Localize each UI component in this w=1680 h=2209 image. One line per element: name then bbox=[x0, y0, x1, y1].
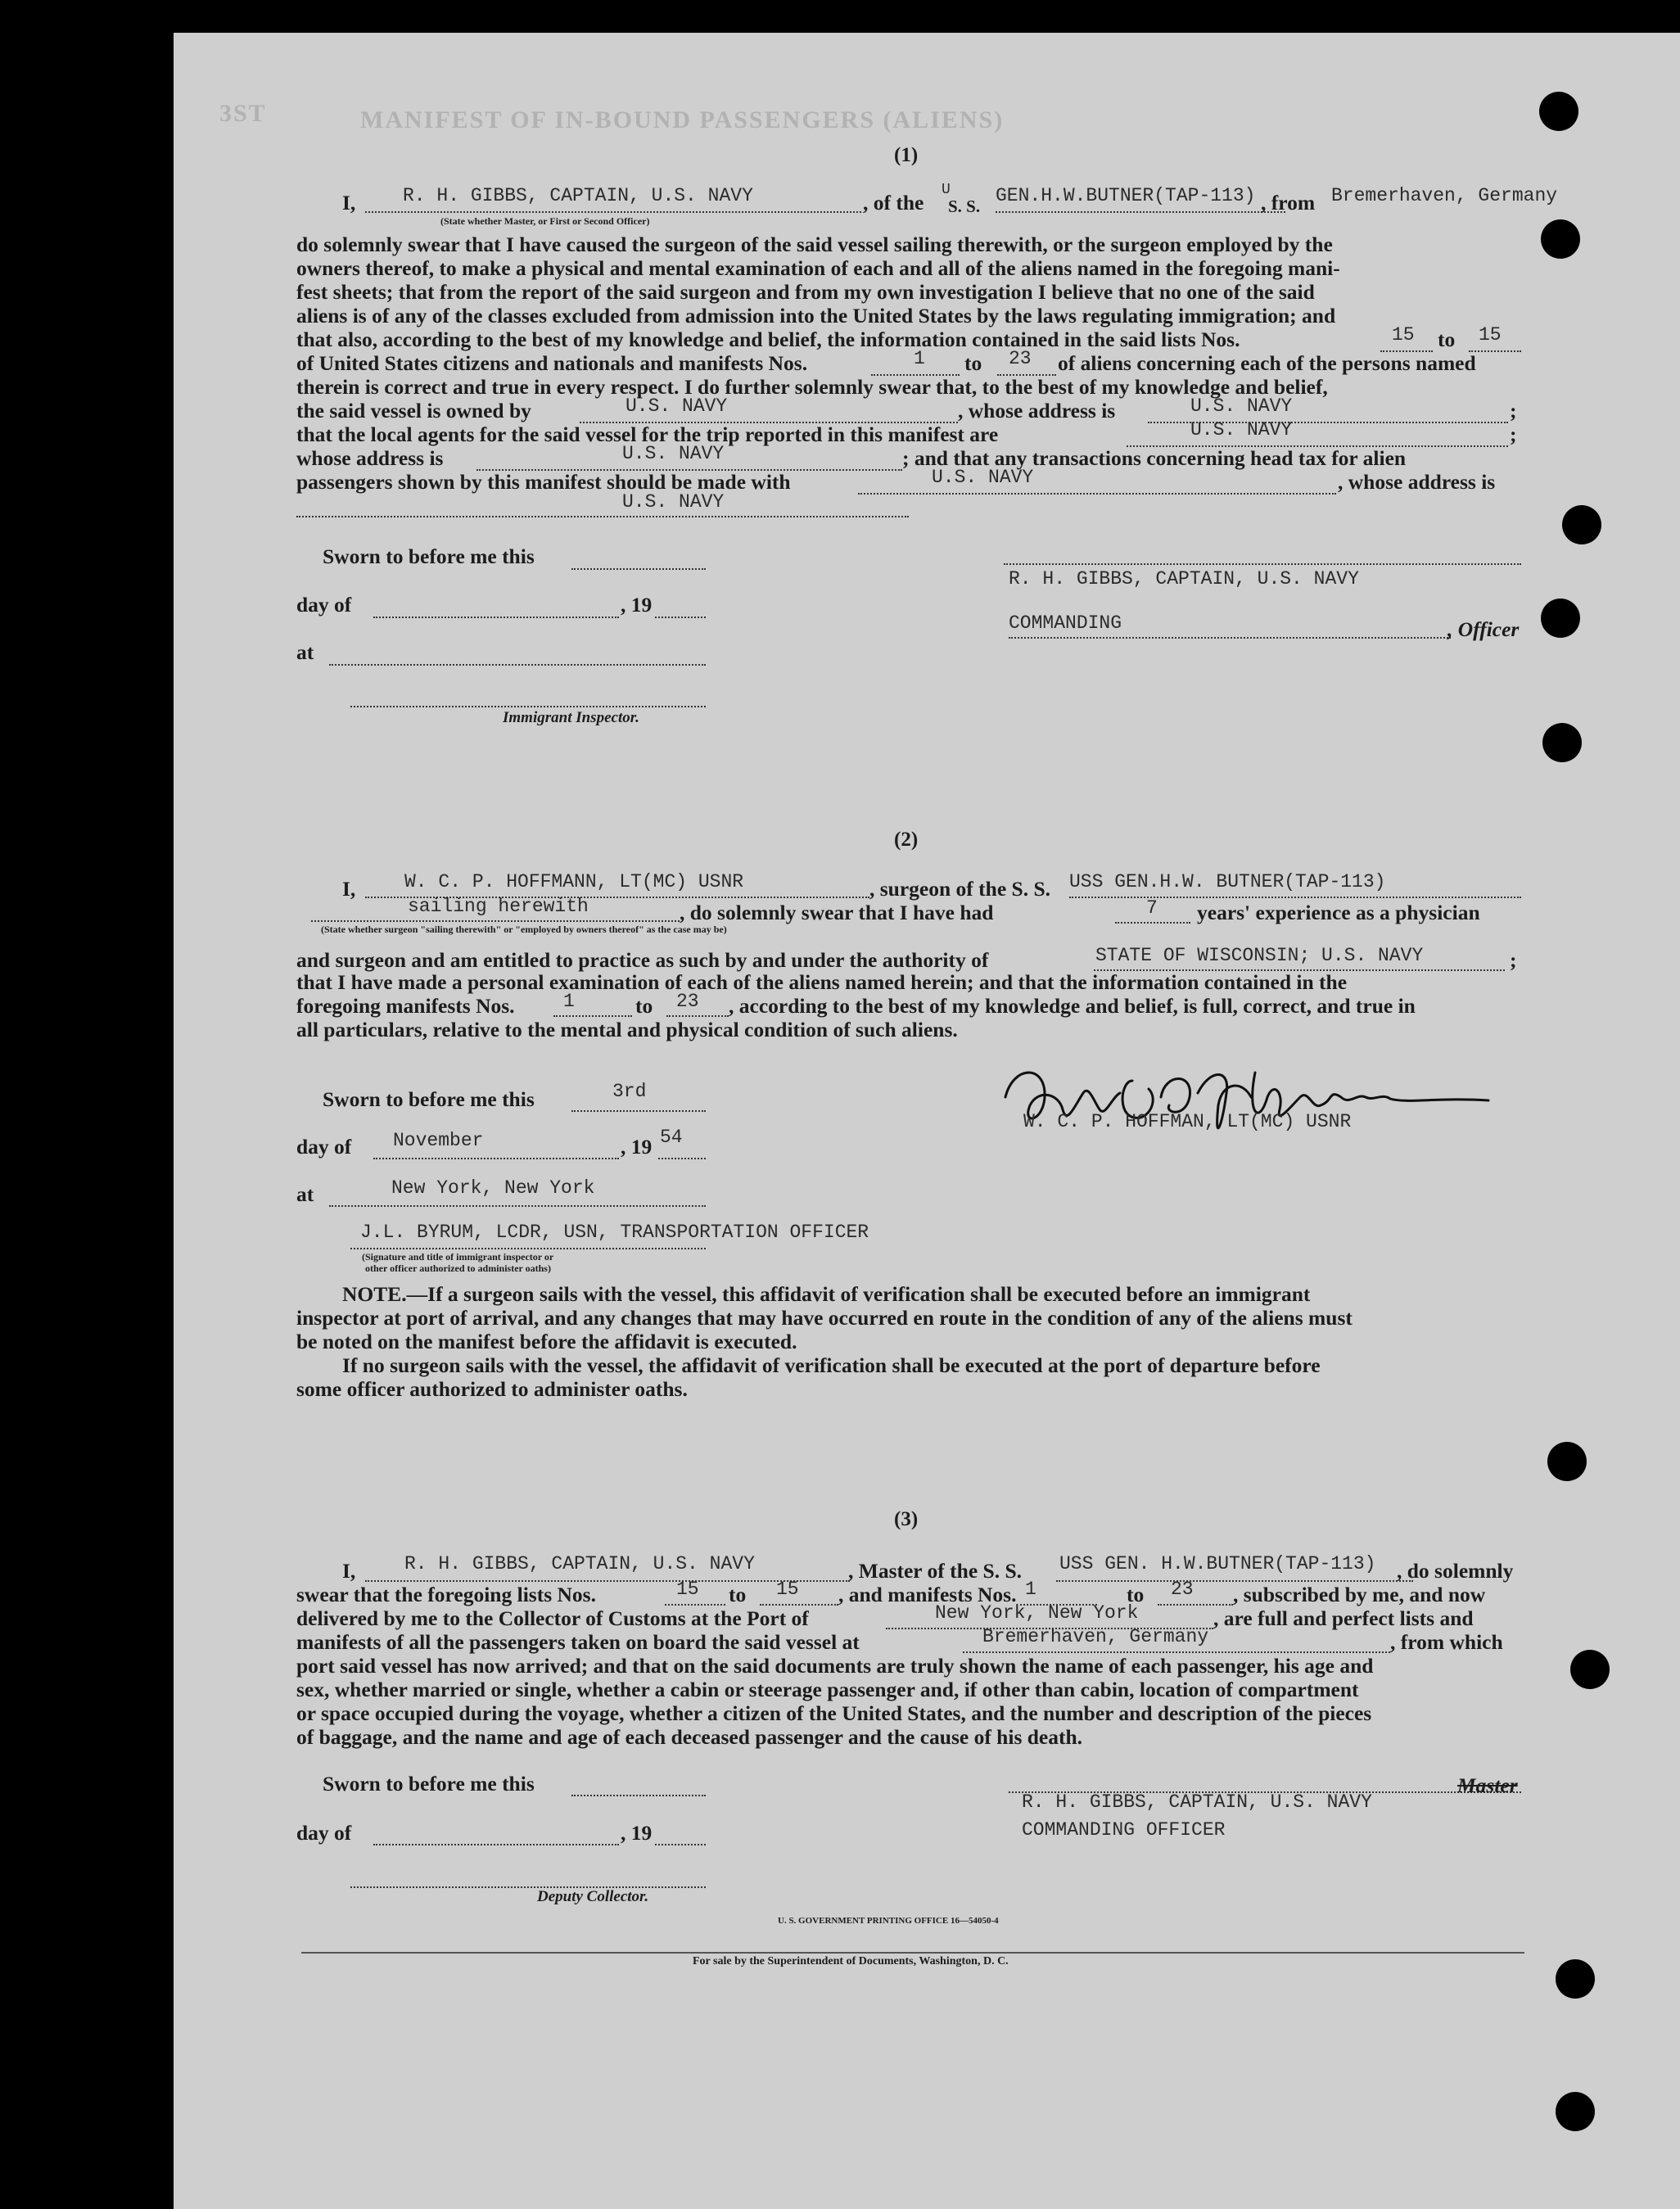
s2-line-4: that I have made a personal examination of each of the aliens named herein; and that the information contained in the bbox=[296, 970, 1348, 994]
s2-comma19: , 19 bbox=[621, 1135, 653, 1159]
s2-man-to: 23 bbox=[676, 991, 699, 1012]
s1-day-of: day of bbox=[296, 593, 352, 617]
s1-sworn: Sworn to before me this bbox=[323, 544, 535, 568]
handwritten-signature bbox=[997, 1048, 1526, 1154]
s1-caption: (State whether Master, or First or Second Officer) bbox=[440, 215, 650, 227]
years: 7 bbox=[1146, 897, 1158, 919]
s2-vessel: USS GEN.H.W. BUTNER(TAP-113) bbox=[1069, 871, 1386, 892]
s2-man-from: 1 bbox=[563, 991, 575, 1012]
s2-surgeon-of: , surgeon of the S. S. bbox=[869, 877, 1051, 901]
s3-man-to-line bbox=[1158, 1586, 1233, 1606]
section-1-number: (1) bbox=[894, 144, 919, 166]
s3-to-2: to bbox=[1127, 1583, 1145, 1606]
s3-comma19: , 19 bbox=[621, 1821, 653, 1845]
surgeon-name: W. C. P. HOFFMANN, LT(MC) USNR bbox=[404, 871, 744, 892]
list-to: 15 bbox=[1479, 324, 1502, 346]
punch-hole bbox=[1542, 723, 1582, 762]
s3-line-6: sex, whether married or single, whether a cabin or steerage passenger and, if other than cabin, location of compartment bbox=[296, 1678, 1359, 1701]
man-from: 1 bbox=[914, 348, 925, 369]
s2-sworn: Sworn to before me this bbox=[323, 1087, 535, 1111]
s3-collector: Deputy Collector. bbox=[537, 1888, 649, 1905]
s3-master-sig-line bbox=[1009, 1772, 1521, 1793]
s1-i: I, bbox=[342, 191, 356, 215]
s3-line-8: of baggage, and the name and age of each deceased passenger and the cause of his death. bbox=[296, 1725, 1083, 1749]
s1-line-2: owners thereof, to make a physical and mental examination of each and all of the aliens named in the foregoing mani- bbox=[296, 256, 1340, 280]
section-2-number: (2) bbox=[894, 829, 919, 851]
s3-day-of: day of bbox=[296, 1821, 352, 1845]
port-from: Bremerhaven, Germany bbox=[1331, 185, 1558, 206]
owner-address: U.S. NAVY bbox=[1190, 395, 1293, 417]
s1-to-1: to bbox=[1438, 328, 1456, 351]
agents-address: U.S. NAVY bbox=[622, 443, 725, 464]
punch-hole bbox=[1556, 2092, 1595, 2131]
man-to: 23 bbox=[1009, 348, 1032, 369]
s1-line-8a: the said vessel is owned by bbox=[296, 399, 531, 422]
s2-day-of: day of bbox=[296, 1135, 352, 1159]
s2-line-5a: foregoing manifests Nos. bbox=[296, 994, 515, 1018]
s3-master-struck: Master bbox=[1457, 1773, 1518, 1797]
s3-year-line bbox=[655, 1823, 706, 1845]
s1-officer: , Officer bbox=[1447, 617, 1520, 641]
vessel-name: GEN.H.W.BUTNER(TAP-113) bbox=[996, 185, 1256, 206]
section-3-number: (3) bbox=[894, 1508, 919, 1530]
s1-of-the: , of the bbox=[863, 191, 924, 215]
footer-rule bbox=[301, 1952, 1524, 1954]
s3-line-3a: delivered by me to the Collector of Customs at the Port of bbox=[296, 1606, 809, 1630]
s3-to-1: to bbox=[729, 1583, 747, 1606]
s1-inspector-line bbox=[350, 684, 706, 707]
s3-master-name: R. H. GIBBS, CAPTAIN, U.S. NAVY bbox=[404, 1553, 755, 1574]
s3-vessel: USS GEN. H.W.BUTNER(TAP-113) bbox=[1059, 1553, 1376, 1574]
s2-years-exp: years' experience as a physician bbox=[1197, 901, 1480, 924]
punch-hole bbox=[1541, 599, 1580, 638]
s3-officer-title: COMMANDING OFFICER bbox=[1022, 1819, 1226, 1841]
s1-at: at bbox=[296, 640, 314, 664]
ss-prefix: U bbox=[942, 182, 951, 198]
s2-to: to bbox=[635, 994, 653, 1018]
s3-line-7: or space occupied during the voyage, whether a citizen of the United States, and the number and description of the pieces bbox=[296, 1701, 1372, 1725]
s3-i: I, bbox=[342, 1559, 356, 1583]
list-from: 15 bbox=[1392, 324, 1415, 346]
s1-comma19: , 19 bbox=[621, 593, 653, 617]
s1-officer-title: COMMANDING bbox=[1009, 612, 1122, 634]
s1-semi-1: ; bbox=[1510, 399, 1517, 422]
note-2: inspector at port of arrival, and any changes that may have occurred en route in the condition of any of the aliens must bbox=[296, 1306, 1353, 1330]
punch-hole bbox=[1556, 1959, 1595, 1999]
s3-line-2b: , and manifests Nos. bbox=[838, 1583, 1017, 1606]
s1-line-7: therein is correct and true in every respect. I do further solemnly swear that, to the best of my knowledge and belief, bbox=[296, 375, 1328, 399]
s1-semi-2: ; bbox=[1510, 422, 1517, 446]
s3-officer-name: R. H. GIBBS, CAPTAIN, U.S. NAVY bbox=[1022, 1791, 1372, 1813]
s2-swear-years: , do solemnly swear that I have had bbox=[680, 901, 994, 924]
for-sale: For sale by the Superintendent of Documents, Washington, D. C. bbox=[693, 1955, 1009, 1967]
s3-line-2c: , subscribed by me, and now bbox=[1233, 1583, 1486, 1606]
punch-hole bbox=[1547, 1442, 1587, 1481]
tax-address: U.S. NAVY bbox=[622, 491, 725, 513]
s1-line-4: aliens is of any of the classes excluded from admission into the United States by the laws regulating immigration; and bbox=[296, 304, 1336, 328]
s1-line-11b: , whose address is bbox=[1338, 470, 1496, 494]
s2-i: I, bbox=[342, 877, 356, 901]
s3-line-5: port said vessel has now arrived; and that on the said documents are truly shown the name of each passenger, his age and bbox=[296, 1654, 1374, 1678]
s2-line-3a: and surgeon and am entitled to practice as such by and under the authority of bbox=[296, 948, 989, 972]
s1-line-10a: whose address is bbox=[296, 446, 444, 470]
s1-inspector: Immigrant Inspector. bbox=[503, 709, 639, 726]
authority: STATE OF WISCONSIN; U.S. NAVY bbox=[1095, 945, 1424, 966]
tax-address-line bbox=[296, 496, 909, 517]
s3-line-4a: manifests of all the passengers taken on board the said vessel at bbox=[296, 1630, 860, 1654]
s2-semi: ; bbox=[1510, 948, 1517, 972]
s1-line-1: do solemnly swear that I have caused the surgeon of the said vessel sailing therewith, or the surgeon employed by the bbox=[296, 233, 1333, 256]
s3-line-2a: swear that the foregoing lists Nos. bbox=[296, 1583, 596, 1606]
s1-from: , from bbox=[1261, 191, 1316, 215]
s3-line-4b: , from which bbox=[1390, 1630, 1503, 1654]
surgeon-status: sailing herewith bbox=[408, 896, 589, 917]
punch-hole bbox=[1562, 505, 1601, 544]
note-3: be noted on the manifest before the affidavit is executed. bbox=[296, 1330, 797, 1353]
punch-hole bbox=[1541, 219, 1580, 259]
s3-man-from: 1 bbox=[1025, 1579, 1036, 1600]
s1-sworn-line bbox=[571, 547, 706, 570]
s3-solemnly: , do solemnly bbox=[1397, 1559, 1514, 1583]
s1-year-line bbox=[655, 595, 706, 618]
s3-list-from: 15 bbox=[676, 1579, 699, 1600]
agents: U.S. NAVY bbox=[1190, 419, 1293, 440]
master-name: R. H. GIBBS, CAPTAIN, U.S. NAVY bbox=[403, 185, 753, 206]
s1-line-6b: of aliens concerning each of the persons named bbox=[1058, 351, 1476, 375]
s3-collector-line bbox=[350, 1865, 706, 1888]
s2-at: at bbox=[296, 1182, 314, 1206]
s2-line-6: all particulars, relative to the mental and physical condition of such aliens. bbox=[296, 1018, 958, 1041]
s3-list-to: 15 bbox=[776, 1579, 799, 1600]
s1-at-line bbox=[329, 643, 706, 666]
s2-year: 54 bbox=[660, 1127, 683, 1148]
note-4: If no surgeon sails with the vessel, the affidavit of verification shall be executed at the port of departure before bbox=[342, 1353, 1321, 1377]
s1-line-6a: of United States citizens and nationals and manifests Nos. bbox=[296, 351, 808, 375]
s3-line-3b: , are full and perfect lists and bbox=[1213, 1606, 1474, 1630]
s1-line-5: that also, according to the best of my knowledge and belief, the information contained in the said lists Nos. bbox=[296, 328, 1240, 351]
printing-office: U. S. GOVERNMENT PRINTING OFFICE 16—54050-4 bbox=[778, 1916, 999, 1926]
s3-master-of: , Master of the S. S. bbox=[848, 1559, 1023, 1583]
s1-day-line bbox=[373, 595, 619, 618]
s3-man-to: 23 bbox=[1171, 1579, 1194, 1600]
typed-signature: W. C. P. HOFFMAN, LT(MC) USNR bbox=[1023, 1111, 1352, 1132]
s1-line-3: fest sheets; that from the report of the said surgeon and from my own investigation I believe that no one of the said bbox=[296, 280, 1315, 304]
s1-line-8b: , whose address is bbox=[958, 399, 1116, 422]
s3-list-to-line bbox=[760, 1586, 838, 1606]
s2-caption: (State whether surgeon "sailing therewith" or "employed by owners thereof" as the case may be) bbox=[321, 924, 727, 935]
s1-line-9a: that the local agents for the said vessel for the trip reported in this manifest are bbox=[296, 422, 999, 446]
s1-officer-line bbox=[1004, 544, 1521, 565]
s3-day-line bbox=[373, 1823, 619, 1845]
s1-ss: S. S. bbox=[948, 197, 981, 216]
s3-port: New York, New York bbox=[935, 1602, 1139, 1624]
faded-title: MANIFEST OF IN-BOUND PASSENGERS (ALIENS) bbox=[360, 106, 1005, 133]
tax: U.S. NAVY bbox=[932, 467, 1034, 488]
owner: U.S. NAVY bbox=[625, 395, 728, 417]
s2-sig-caption-1: (Signature and title of immigrant inspector or bbox=[362, 1251, 554, 1263]
s2-line-5b: , according to the best of my knowledge and belief, is full, correct, and true in bbox=[729, 994, 1416, 1018]
s3-boarded: Bremerhaven, Germany bbox=[982, 1626, 1209, 1647]
s1-to-2: to bbox=[964, 351, 982, 375]
s2-official: J.L. BYRUM, LCDR, USN, TRANSPORTATION OFFICER bbox=[360, 1222, 869, 1243]
s1-line-10b: ; and that any transactions concerning head tax for alien bbox=[902, 446, 1407, 470]
s2-sworn-day: 3rd bbox=[612, 1081, 647, 1102]
s3-sworn: Sworn to before me this bbox=[323, 1772, 535, 1796]
punch-hole bbox=[1539, 92, 1578, 131]
tax-line bbox=[858, 473, 1336, 495]
s2-sig-caption-2: other officer authorized to administer oaths) bbox=[365, 1263, 551, 1274]
agents-line bbox=[1127, 426, 1508, 447]
page-mark: 3ST bbox=[219, 100, 267, 127]
s1-line-11a: passengers shown by this manifest should be made with bbox=[296, 470, 791, 494]
s3-sworn-line bbox=[571, 1773, 706, 1796]
note-5: some officer authorized to administer oaths. bbox=[296, 1377, 688, 1401]
s1-officer-name: R. H. GIBBS, CAPTAIN, U.S. NAVY bbox=[1009, 568, 1359, 590]
punch-hole bbox=[1570, 1650, 1610, 1689]
s2-month: November bbox=[393, 1130, 484, 1151]
s2-place: New York, New York bbox=[391, 1177, 595, 1199]
note-1: NOTE.—If a surgeon sails with the vessel, this affidavit of verification shall be executed before an immigrant bbox=[342, 1282, 1311, 1306]
